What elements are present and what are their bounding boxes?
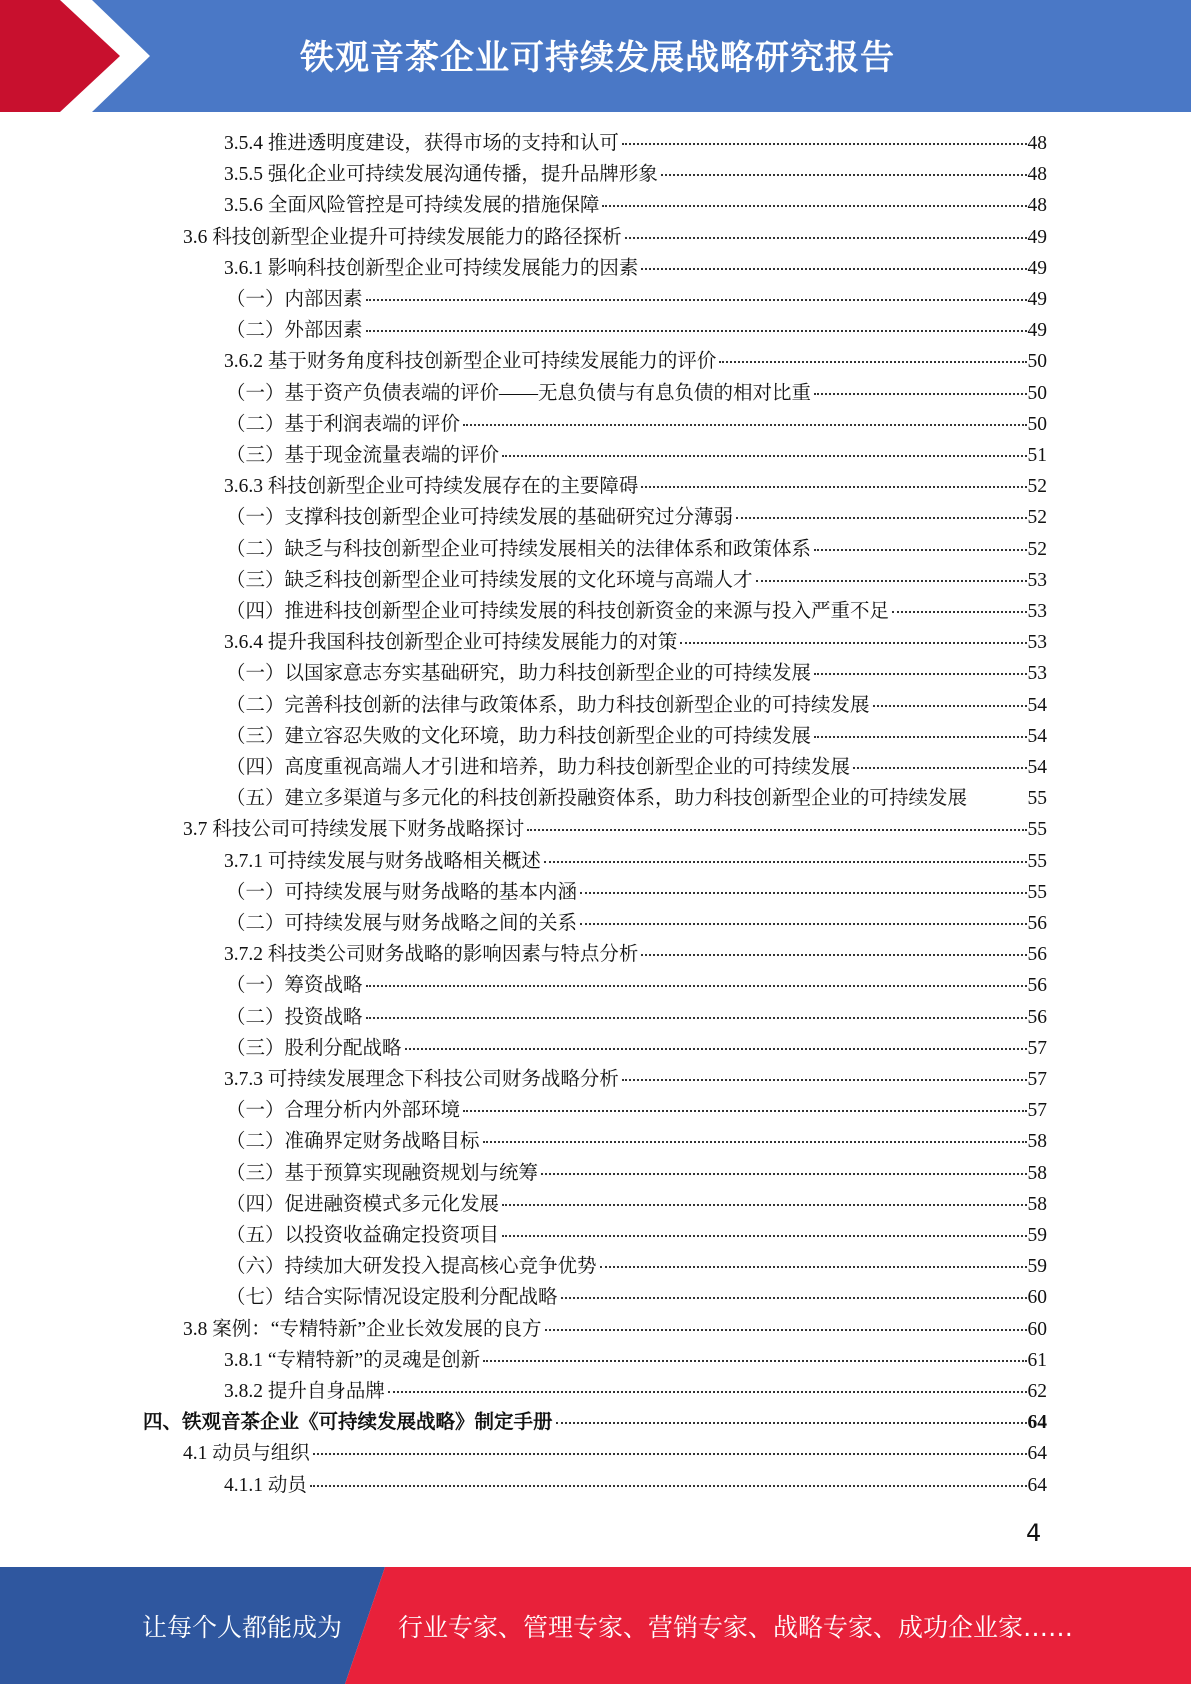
toc-dot-leader: [641, 953, 1026, 956]
toc-dot-leader: [967, 799, 1027, 800]
toc-dot-leader: [814, 392, 1026, 395]
toc-dot-leader: [680, 641, 1026, 644]
toc-dot-leader: [892, 610, 1026, 613]
toc-dot-leader: [366, 329, 1027, 332]
toc-entry-page: 59: [1027, 1225, 1047, 1246]
toc-entry-title: （二）准确界定财务战略目标: [226, 1131, 480, 1153]
toc-entry[interactable]: [226, 720, 1047, 751]
toc-entry-page: 52: [1027, 538, 1047, 560]
toc-entry[interactable]: [226, 1094, 1047, 1125]
toc-entry-page: 53: [1027, 601, 1047, 622]
toc-entry[interactable]: [226, 1219, 1047, 1250]
toc-entry-page: 53: [1027, 632, 1047, 654]
toc-entry-page: 54: [1027, 694, 1047, 716]
toc-dot-leader: [366, 984, 1027, 987]
toc-entry[interactable]: [226, 439, 1047, 470]
toc-entry[interactable]: [224, 938, 1047, 969]
toc-entry-page: 56: [1027, 944, 1047, 966]
toc-entry[interactable]: [226, 689, 1047, 720]
toc-dot-leader: [502, 1234, 1026, 1237]
toc-entry-page: 56: [1027, 975, 1047, 997]
toc-entry-title: （二）完善科技创新的法律与政策体系，助力科技创新型企业的可持续发展: [226, 694, 870, 716]
toc-entry[interactable]: [224, 189, 1047, 220]
toc-entry[interactable]: [226, 876, 1047, 907]
toc-entry-page: 53: [1027, 569, 1047, 591]
toc-entry-page: 54: [1027, 725, 1047, 747]
toc-dot-leader: [561, 1296, 1027, 1299]
toc-entry-page: 48: [1027, 164, 1047, 186]
toc-entry-title: 3.7 科技公司可持续发展下财务战略探讨: [183, 819, 525, 841]
toc-entry-page: 54: [1027, 757, 1047, 778]
toc-entry-title: （五）以投资收益确定投资项目: [226, 1225, 500, 1246]
toc-entry[interactable]: [226, 533, 1047, 564]
toc-entry[interactable]: [226, 782, 1047, 813]
toc-entry-title: （三）基于预算实现融资规划与统筹: [226, 1162, 539, 1184]
toc-dot-leader: [502, 454, 1026, 457]
toc-entry-title: 3.7.3 可持续发展理念下科技公司财务战略分析: [224, 1069, 619, 1090]
toc-entry-title: 3.6.1 影响科技创新型企业可持续发展能力的因素: [224, 257, 639, 279]
toc-dot-leader: [366, 298, 1027, 301]
toc-entry-title: 3.7.2 科技类公司财务战略的影响因素与特点分析: [224, 944, 639, 966]
toc-entry-title: （四）促进融资模式多元化发展: [226, 1193, 500, 1215]
toc-dot-leader: [366, 1016, 1027, 1019]
toc-dot-leader: [814, 672, 1026, 675]
toc-dot-leader: [556, 1421, 1027, 1424]
toc-dot-leader: [483, 1359, 1026, 1362]
toc-entry-title: （五）建立多渠道与多元化的科技创新投融资体系，助力科技创新型企业的可持续发展: [226, 788, 968, 810]
toc-entry-title: 四、铁观音茶企业《可持续发展战略》制定手册: [143, 1412, 553, 1434]
toc-dot-leader: [873, 704, 1027, 707]
toc-entry[interactable]: [143, 1406, 1047, 1437]
toc-entry[interactable]: [226, 657, 1047, 688]
toc-entry-title: 3.8 案例：“专精特新”企业长效发展的良方: [183, 1318, 542, 1340]
toc-entry-page: 56: [1027, 913, 1047, 934]
toc-entry-page: 64: [1027, 1474, 1047, 1496]
toc-entry-page: 50: [1027, 382, 1047, 404]
toc-entry-page: 50: [1027, 413, 1047, 435]
toc-entry-title: （三）股利分配战略: [226, 1037, 402, 1059]
toc-dot-leader: [641, 485, 1026, 488]
toc-entry[interactable]: [226, 314, 1047, 345]
toc-dot-leader: [310, 1484, 1027, 1487]
toc-entry-page: 58: [1027, 1162, 1047, 1184]
toc-entry[interactable]: [226, 595, 1047, 626]
toc-entry[interactable]: [224, 1344, 1047, 1375]
toc-entry-page: 58: [1027, 1131, 1047, 1153]
toc-entry[interactable]: [224, 127, 1047, 158]
toc-entry-title: 3.8.2 提升自身品牌: [224, 1381, 385, 1402]
toc-dot-leader: [641, 267, 1026, 270]
toc-entry-title: （一）筹资战略: [226, 975, 363, 997]
page-footer: [0, 1567, 1191, 1684]
toc-entry-title: （二）基于利润表端的评价: [226, 413, 461, 435]
toc-entry-title: 3.6.2 基于财务角度科技创新型企业可持续发展能力的评价: [224, 351, 717, 373]
toc-entry-title: （三）基于现金流量表端的评价: [226, 445, 500, 466]
toc-entry[interactable]: [226, 1032, 1047, 1063]
toc-dot-leader: [545, 1328, 1027, 1331]
toc-dot-leader: [602, 204, 1026, 207]
header-title: 铁观音茶企业可持续发展战略研究报告: [300, 38, 895, 78]
toc-entry-title: 3.8.1 “专精特新”的灵魂是创新: [224, 1349, 481, 1371]
toc-entry[interactable]: [183, 1437, 1047, 1468]
toc-entry-page: 53: [1027, 663, 1047, 685]
toc-entry-page: 55: [1027, 881, 1047, 903]
toc-entry-title: （一）内部因素: [226, 289, 363, 310]
page-number: 4: [1026, 1519, 1042, 1547]
toc-entry-page: 52: [1027, 507, 1047, 529]
toc-entry[interactable]: [224, 345, 1047, 376]
toc-dot-leader: [580, 891, 1026, 894]
toc-dot-leader: [853, 766, 1026, 769]
toc-entry-page: 48: [1027, 195, 1047, 217]
toc-entry[interactable]: [183, 221, 1047, 252]
toc-entry-title: （三）缺乏科技创新型企业可持续发展的文化环境与高端人才: [226, 569, 753, 591]
toc-entry[interactable]: [224, 470, 1047, 501]
toc-entry[interactable]: [224, 252, 1047, 283]
toc-entry[interactable]: [226, 1250, 1047, 1281]
toc-dot-leader: [814, 735, 1026, 738]
toc-entry-page: 55: [1027, 788, 1047, 810]
footer-slogan-right: 行业专家、管理专家、营销专家、战略专家、成功企业家……: [398, 1613, 1074, 1642]
toc-entry-page: 62: [1027, 1381, 1047, 1402]
toc-entry-title: （一）基于资产负债表端的评价——无息负债与有息负债的相对比重: [226, 382, 812, 404]
toc-entry-page: 51: [1027, 445, 1047, 466]
toc-entry-page: 57: [1027, 1037, 1047, 1059]
toc-entry-title: （二）外部因素: [226, 320, 363, 342]
toc-entry-page: 59: [1027, 1256, 1047, 1278]
toc-dot-leader: [736, 516, 1026, 519]
toc-entry[interactable]: [224, 626, 1047, 657]
toc-entry-title: 4.1 动员与组织: [183, 1443, 310, 1465]
toc-entry-page: 64: [1027, 1412, 1047, 1434]
toc-dot-leader: [388, 1390, 1027, 1393]
toc-dot-leader: [313, 1452, 1027, 1455]
toc-entry-title: 3.6.4 提升我国科技创新型企业可持续发展能力的对策: [224, 632, 678, 654]
toc-dot-leader: [625, 236, 1027, 239]
toc-entry-title: 3.5.4 推进透明度建设，获得市场的支持和认可: [224, 133, 619, 154]
toc-entry-page: 49: [1027, 226, 1047, 248]
toc-entry[interactable]: [226, 907, 1047, 938]
toc-dot-leader: [580, 922, 1026, 925]
toc-entry[interactable]: [226, 1125, 1047, 1156]
toc-entry-page: 49: [1027, 289, 1047, 310]
toc-entry-title: （一）合理分析内外部环境: [226, 1100, 461, 1122]
toc-entry-page: 57: [1027, 1069, 1047, 1090]
toc-entry-title: （三）建立容忍失败的文化环境，助力科技创新型企业的可持续发展: [226, 725, 812, 747]
toc-entry-title: 3.5.5 强化企业可持续发展沟通传播，提升品牌形象: [224, 164, 658, 186]
toc-entry-title: （二）可持续发展与财务战略之间的关系: [226, 913, 578, 934]
toc-entry[interactable]: [226, 408, 1047, 439]
toc-entry[interactable]: [226, 1188, 1047, 1219]
toc-dot-leader: [756, 579, 1027, 582]
toc-entry-page: 56: [1027, 1006, 1047, 1028]
toc-dot-leader: [405, 1047, 1027, 1050]
toc-entry-title: （二）投资战略: [226, 1006, 363, 1028]
toc-entry-title: 3.6 科技创新型企业提升可持续发展能力的路径探析: [183, 226, 622, 248]
page-header: [0, 0, 1191, 112]
toc-entry-page: 55: [1027, 850, 1047, 872]
toc-entry[interactable]: [226, 377, 1047, 408]
toc-entry-page: 49: [1027, 257, 1047, 279]
toc-entry[interactable]: [226, 501, 1047, 532]
toc-entry[interactable]: [224, 1469, 1047, 1500]
toc-entry-page: 48: [1027, 133, 1047, 154]
toc-entry-page: 55: [1027, 819, 1047, 841]
toc-dot-leader: [527, 828, 1026, 831]
toc-entry-title: 3.5.6 全面风险管控是可持续发展的措施保障: [224, 195, 600, 217]
toc-entry[interactable]: [226, 969, 1047, 1000]
toc-dot-leader: [463, 423, 1026, 426]
toc-entry-title: （四）推进科技创新型企业可持续发展的科技创新资金的来源与投入严重不足: [226, 601, 890, 622]
toc-entry-page: 60: [1027, 1318, 1047, 1340]
toc-entry-page: 52: [1027, 476, 1047, 498]
toc-entry[interactable]: [226, 1281, 1047, 1312]
toc-entry[interactable]: [226, 1157, 1047, 1188]
toc-entry[interactable]: [224, 158, 1047, 189]
toc-dot-leader: [600, 1265, 1027, 1268]
toc-entry-title: 3.7.1 可持续发展与财务战略相关概述: [224, 850, 541, 872]
toc-entry-title: 3.6.3 科技创新型企业可持续发展存在的主要障碍: [224, 476, 639, 498]
toc-dot-leader: [622, 142, 1027, 145]
toc-dot-leader: [541, 1172, 1026, 1175]
toc-entry-title: （六）持续加大研发投入提高核心竞争优势: [226, 1256, 597, 1278]
toc-dot-leader: [719, 360, 1026, 363]
toc-dot-leader: [544, 860, 1027, 863]
toc-entry-page: 49: [1027, 320, 1047, 342]
toc-entry-page: 60: [1027, 1287, 1047, 1309]
toc-entry-title: （一）支撑科技创新型企业可持续发展的基础研究过分薄弱: [226, 507, 734, 529]
footer-slogan-left: 让每个人都能成为: [142, 1613, 343, 1642]
toc-entry-page: 61: [1027, 1349, 1047, 1371]
toc-entry-title: （四）高度重视高端人才引进和培养，助力科技创新型企业的可持续发展: [226, 757, 851, 778]
toc-entry[interactable]: [224, 1063, 1047, 1094]
toc-dot-leader: [463, 1109, 1026, 1112]
toc-entry[interactable]: [226, 283, 1047, 314]
toc-entry-page: 64: [1027, 1443, 1047, 1465]
toc-entry-title: （一）可持续发展与财务战略的基本内涵: [226, 881, 578, 903]
toc-entry[interactable]: [226, 751, 1047, 782]
toc-entry[interactable]: [224, 845, 1047, 876]
toc-dot-leader: [622, 1078, 1027, 1081]
toc-entry[interactable]: [226, 564, 1047, 595]
toc-dot-leader: [661, 173, 1027, 176]
toc-entry[interactable]: [224, 1375, 1047, 1406]
toc-dot-leader: [814, 548, 1026, 551]
toc-entry[interactable]: [183, 1313, 1047, 1344]
toc-entry[interactable]: [183, 813, 1047, 844]
toc-entry-title: （七）结合实际情况设定股利分配战略: [226, 1287, 558, 1309]
toc-entry-page: 57: [1027, 1100, 1047, 1122]
toc-entry-title: 4.1.1 动员: [224, 1474, 307, 1496]
toc-entry-page: 58: [1027, 1193, 1047, 1215]
toc-entry-page: 50: [1027, 351, 1047, 373]
toc-entry-title: （一）以国家意志夯实基础研究，助力科技创新型企业的可持续发展: [226, 663, 812, 685]
toc-dot-leader: [502, 1203, 1026, 1206]
toc-entry[interactable]: [226, 1001, 1047, 1032]
toc-entry-title: （二）缺乏与科技创新型企业可持续发展相关的法律体系和政策体系: [226, 538, 812, 560]
toc-dot-leader: [483, 1140, 1027, 1143]
